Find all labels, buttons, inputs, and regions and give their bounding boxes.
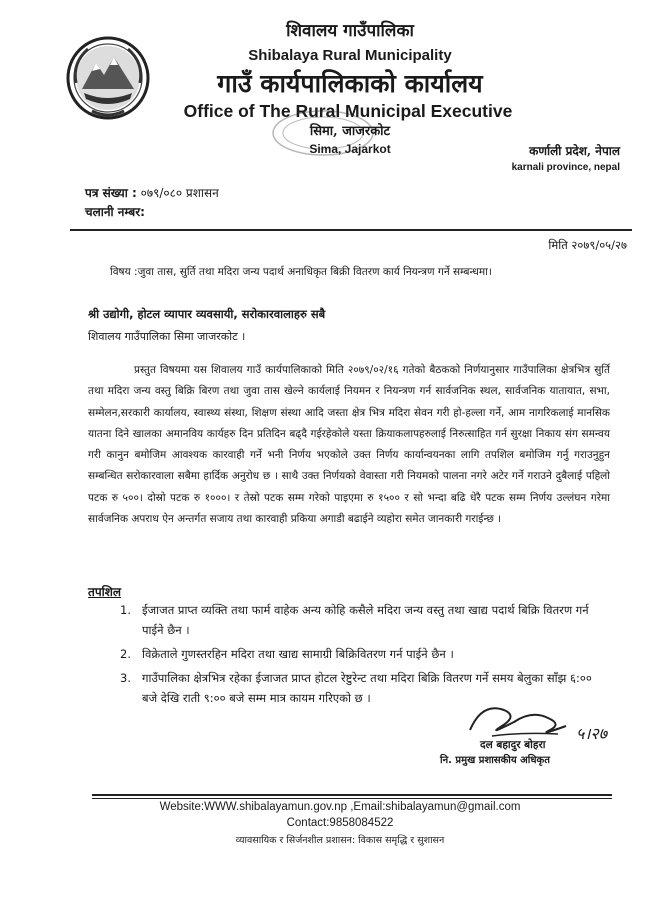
municipality-name-nepali: शिवालय गाउँपालिका — [286, 21, 414, 41]
signature-date: ५।२७ — [576, 724, 608, 743]
municipality-name-english: Shibalaya Rural Municipality — [248, 47, 452, 64]
letter-number-label: पत्र संख्या : — [85, 186, 137, 200]
details-heading: तपशिल — [88, 585, 122, 599]
list-item-number: 3. — [120, 671, 131, 685]
list-item — [120, 644, 610, 664]
signatory-designation: नि. प्रमुख प्रशासकीय अधिकृत — [440, 755, 550, 766]
office-name-nepali: गाउँ कार्यपालिकाको कार्यालय — [217, 69, 483, 98]
letter-subject: विषय :जुवा तास, सुर्ति तथा मदिरा जन्य पदार्थ अनाधिकृत बिक्री वितरण कार्य नियन्त्रण गर्ने सम्बन्धमा। — [110, 266, 492, 278]
office-name-english: Office of The Rural Municipal Executive — [183, 101, 513, 121]
addressee-line-1: श्री उद्योगी, होटल व्यापार व्यवसायी, सरोकारवालाहरु सबै — [88, 307, 326, 321]
body-paragraph: प्रस्तुत विषयमा यस शिवालय गाउँ कार्यपालिकाको मिति २०७९/०२/१६ गतेको बैठकको निर्णयानुसार गाउँपालिका क्षेत्रभित्र सुर्ति तथा मदिरा जन्य वस्तु बिक्रि बिरण तथा जुवा तास खेल्ने कार्यलाई नियमन र नियन्त्रण गर्न सार्वजनिक स्थल, सार्वजनिक यातायात, सभा, सम्मेलन,सरकारी कार्यालय, स्वास्थ्य संस्था, शिक्षण संस्था आदि जस्ता क्षेत्र भित्र मदिरा सेवन गरी हो-हल्ला गर्ने, आम नागरिकलाई मानसिक यातना दिने खालका अमानविय कार्यहरु दिन प्रतिदिन बढ्दै गईरहेकोले यस्ता क्रियाकलापहरुलाई निरुत्साहित गर्न सुरक्षा निकाय संग समन्वय गरी कानुन बमोजिम आवश्यक कारवाही गर्ने भनी निर्णय भएकोले उक्त निर्णय कार्यान्वयनका लागि तपशिल बमोजिम गर्नु गराउनुहुन सम्बन्धित सरोकारवाला सबैमा हार्दिक अनुरोध छ । साथै उक्त निर्णयको वेवास्ता गरी नियमको पालना नगरे अटेर गर्ने गराउने दुबैलाई पहिलो पटक रु ५००। दोस्रो पटक रु १०००। र तेस्रो पटक सम्म गरेको पाइएमा रु १५०० र सो भन्दा बढि धेरै पटक सम्म निर्णय उल्लंघन गरेमा सार्वजनिक अपराध ऐन अन्तर्गत सजाय तथा कारवाही प्रकिया अगाडी बढाईने व्यहोरा समेत जानकारी गराईन्छ । — [88, 364, 610, 526]
letter-date: मिति २०७९/०५/२७ — [548, 238, 627, 252]
footer-website: Website:WWW.shibalayamun.gov.np ,Email:shibalayamun@gmail.com — [159, 801, 521, 813]
location-english: Sima, Jajarkot — [309, 142, 391, 156]
signatory-name: दल बहादुर बोहरा — [480, 739, 546, 751]
list-item-text: ईजाजत प्राप्त व्यक्ति तथा फार्म वाहेक अन्य कोहि कसैले मदिरा जन्य वस्तु तथा खाद्य पदार्थ बिक्रि वितरण गर्न पाईने छैन । — [142, 603, 589, 637]
addressee-line-2: शिवालय गाउँपालिका सिमा जाजरकोट । — [88, 330, 246, 343]
list-item-number: 1. — [120, 603, 131, 617]
location-nepali: सिमा, जाजरकोट — [309, 124, 391, 139]
dispatch-number-label: चलानी नम्बर: — [85, 205, 145, 219]
footer-slogan: व्यावसायिक र सिर्जनशील प्रशासन: विकास समृद्धि र सुशासन — [235, 835, 445, 846]
footer-contact: Contact:9858084522 — [286, 817, 394, 829]
list-item-text: विक्रेताले गुणस्तरहिन मदिरा तथा खाद्य सामाग्री बिक्रिवितरण गर्न पाईने छैन । — [142, 647, 454, 661]
province-english: karnali province, nepal — [511, 162, 620, 173]
letter-number — [85, 184, 219, 201]
list-item — [120, 600, 610, 640]
letter-number-value: ०७९/०८० प्रशासन — [140, 186, 219, 200]
header-divider — [70, 229, 632, 231]
list-item-number: 2. — [120, 647, 131, 661]
list-item-text: गाउँपालिका क्षेत्रभित्र रहेका ईजाजत प्राप्त होटल रेष्टुरेन्ट तथा मदिरा बिक्रि वितरण गर्ने समय बेलुका साँझ ६:०० बजे देखि राती ९:०० बजे सम्म मात्र कायम गरिएको छ । — [142, 671, 592, 705]
office-stamp-icon — [268, 108, 378, 158]
footer-divider — [92, 794, 612, 796]
province-nepali: कर्णाली प्रदेश, नेपाल — [529, 144, 620, 158]
footer-divider-thin — [92, 798, 612, 799]
nepal-emblem-icon — [62, 33, 154, 123]
